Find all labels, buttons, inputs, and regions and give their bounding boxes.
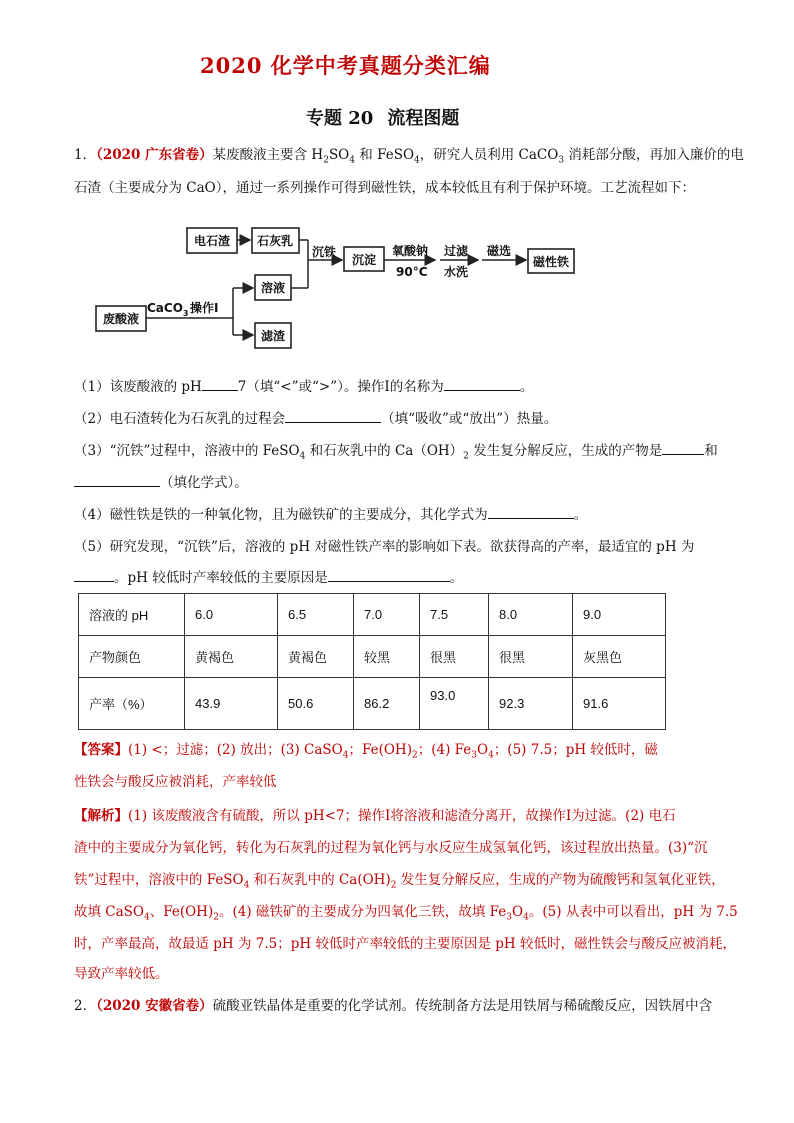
answer-blank (74, 474, 160, 487)
table-row (79, 594, 666, 636)
q1-part1: （1）该废酸液的 pH 7（填“<”或“>”）。操作Ⅰ的名称为 。 (74, 379, 534, 395)
table-cell: 7.0 (354, 594, 420, 636)
flow-label: 溶液 (260, 281, 286, 295)
answer-blank (202, 378, 238, 391)
table-cell: 8.0 (489, 594, 573, 636)
q1-part4: （4）磁性铁是铁的一种氧化物，且为磁铁矿的主要成分，其化学式为 。 (74, 507, 588, 523)
q1-part2: （2）电石渣转化为石灰乳的过程会 （填“吸收”或“放出”）热量。 (74, 411, 558, 427)
q2-intro-line1: 2．（2020 安徽省卷）硫酸亚铁晶体是重要的化学试剂。传统制备方法是用铁屑与稀硫酸反应，因铁屑中含 (74, 998, 713, 1014)
q1-analysis-line4: 故填 CaSO$_4$、$Fe(OH)_2$。(4) 磁铁矿的主要成分为四氧化三铁，故填 $Fe_3O_4$。(5) 从表中可以看出，pH 为 7.5 (74, 904, 738, 923)
table-row (79, 636, 666, 678)
topic-number: 专题 20 (306, 108, 374, 129)
table-cell: 产率（%） (79, 678, 185, 730)
flow-label: 滤渣 (260, 329, 286, 343)
q1-analysis-line3: 铁”过程中，溶液中的 FeSO$_4$ 和石灰乳中的 $Ca(OH)_2$ 发生复分解反应，生成的产物为硫酸钙和氢氧化亚铁， (74, 872, 725, 891)
flow-label-chentie: 沉铁 (312, 245, 337, 259)
flow-label-temperature: 90°C (396, 265, 428, 279)
flow-label-cixuan: 磁选 (487, 244, 512, 258)
q1-analysis-line1: 【解析】(1) 该废酸液含有硫酸，所以 pH<7；操作Ⅰ将溶液和滤渣分离开，故操作Ⅰ为过滤。(2) 电石 (74, 808, 676, 824)
q1-source: （2020 广东省卷） (96, 147, 213, 163)
ph-yield-table (78, 593, 666, 730)
q1-number: 1． (74, 147, 97, 163)
q1-answer-line1: 【答案】(1) <；过滤；(2) 放出；(3) CaSO$_4$；$Fe(OH)_2$；(4) $Fe_3O_4$；(5) 7.5；pH 较低时，磁 (74, 742, 658, 761)
answer-blank (74, 569, 114, 582)
flow-label: 石灰乳 (256, 234, 294, 248)
document-title: 2020 化学中考真题分类汇编 (200, 53, 491, 78)
answer-blank (488, 506, 574, 519)
answer-blank (444, 378, 520, 391)
q1-part3-cont: （填化学式）。 (74, 473, 248, 493)
table-cell: 91.6 (573, 678, 666, 730)
table-cell: 9.0 (573, 594, 666, 636)
subscript: 3 (558, 155, 565, 166)
topic-heading (306, 104, 459, 130)
q1-answer-line2: 性铁会与酸反应被消耗，产率较低 (74, 774, 277, 790)
flow-label: 废酸液 (102, 312, 140, 326)
flow-label: 沉淀 (351, 253, 377, 267)
q1-analysis-line2: 渣中的主要成分为氧化钙，转化为石灰乳的过程为氧化钙与水反应生成氢氧化钙，该过程放出热量。(3)“沉 (74, 840, 708, 856)
subscript: 2 (323, 155, 329, 166)
table-cell: 黄褐色 (278, 636, 354, 678)
table-cell: 86.2 (354, 678, 420, 730)
table-row (79, 678, 666, 730)
table-cell: 溶液的 pH (79, 594, 185, 636)
subscript: 4 (414, 155, 420, 166)
table-cell: 较黑 (354, 636, 420, 678)
q1-intro-text: 和 FeSO (355, 147, 415, 163)
q1-intro-text: 某废酸液主要含 H (212, 147, 324, 163)
flow-label-caozuo: 操作Ⅰ (190, 301, 219, 315)
process-flowchart (90, 218, 590, 358)
q1-intro-text: ，研究人员利用 CaCO (419, 147, 559, 163)
answer-blank (285, 410, 381, 423)
flow-label: 电石渣 (193, 234, 231, 248)
flow-label-shuixi: 水洗 (444, 265, 469, 279)
table-cell: 93.0 (420, 678, 489, 730)
q1-part5-cont: 。pH 较低时产率较低的主要原因是 。 (74, 568, 463, 588)
table-cell: 43.9 (185, 678, 278, 730)
table-cell: 50.6 (278, 678, 354, 730)
answer-blank (662, 442, 704, 455)
table-cell: 很黑 (420, 636, 489, 678)
table-cell: 灰黑色 (573, 636, 666, 678)
table-cell: 黄褐色 (185, 636, 278, 678)
table-cell: 7.5 (420, 594, 489, 636)
flow-label-guolv: 过滤 (444, 244, 469, 258)
subscript: 4 (349, 155, 355, 166)
q1-part3: （3）“沉铁”过程中，溶液中的 FeSO$_4$ 和石灰乳中的 $Ca(OH)_2$ 发生复分解反应，生成的产物是 和 (74, 443, 718, 462)
flow-label-reagent: 氧酸钠 (392, 244, 429, 258)
q1-analysis-line6: 导致产率较低。 (74, 966, 169, 982)
q1-intro-line1 (74, 145, 744, 171)
table-cell: 很黑 (489, 636, 573, 678)
q1-intro-text: SO (328, 147, 350, 163)
flow-label: 磁性铁 (532, 255, 570, 269)
topic-name: 流程图题 (387, 108, 460, 129)
q1-part5: （5）研究发现，“沉铁”后，溶液的 pH 对磁性铁产率的影响如下表。欲获得高的产率，最适宜的 pH 为 (74, 539, 695, 555)
q1-analysis-line5: 时，产率最高，故最适 pH 为 7.5；pH 较低时产率较低的主要原因是 pH 较低时，磁性铁会与酸反应被消耗， (74, 936, 736, 952)
table-cell: 92.3 (489, 678, 573, 730)
table-cell: 6.5 (278, 594, 354, 636)
flow-label-caco3: CaCO$_3$ (147, 301, 189, 318)
table-cell: 产物颜色 (79, 636, 185, 678)
q1-intro-text: 消耗部分酸，再加入廉价的电 (564, 147, 744, 163)
q1-intro-line2: 石渣（主要成分为 CaO），通过一系列操作可得到磁性铁，成本较低且有利于保护环境。工艺流程如下： (74, 180, 695, 196)
answer-blank (328, 569, 450, 582)
table-cell: 6.0 (185, 594, 278, 636)
